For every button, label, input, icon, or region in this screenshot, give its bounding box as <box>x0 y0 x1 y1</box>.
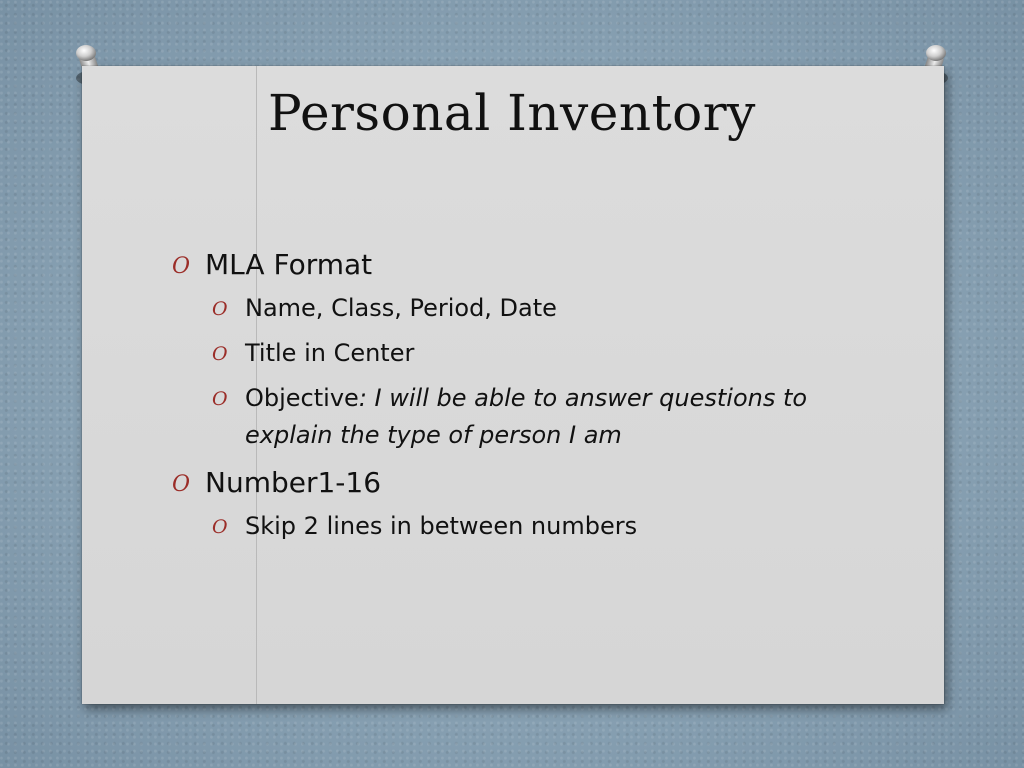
bullet-icon: O <box>212 298 228 320</box>
list-item <box>172 464 852 502</box>
bullet-icon: O <box>172 472 191 497</box>
sub-list-item-text: Skip 2 lines in between numbers <box>245 512 638 540</box>
objective-statement: : I will be able to answer questions to explain the type of person I am <box>245 384 808 449</box>
slide-title: Personal Inventory <box>268 84 756 142</box>
bullet-icon: O <box>212 388 228 410</box>
sub-list-item <box>212 380 852 454</box>
sub-list-item <box>212 508 852 545</box>
sub-list-item-text: Name, Class, Period, Date <box>245 294 557 322</box>
sub-list-item <box>212 290 852 327</box>
list-item-text: MLA Format <box>205 248 373 281</box>
list-item <box>172 246 852 284</box>
sub-list-item <box>212 335 852 372</box>
bullet-icon: O <box>172 254 191 279</box>
list-item-text: Number1-16 <box>205 466 382 499</box>
objective-label: Objective <box>245 384 359 412</box>
bullet-icon: O <box>212 343 228 365</box>
bullet-list <box>172 246 852 553</box>
bullet-icon: O <box>212 516 228 538</box>
sub-list-item-text: Title in Center <box>245 339 415 367</box>
